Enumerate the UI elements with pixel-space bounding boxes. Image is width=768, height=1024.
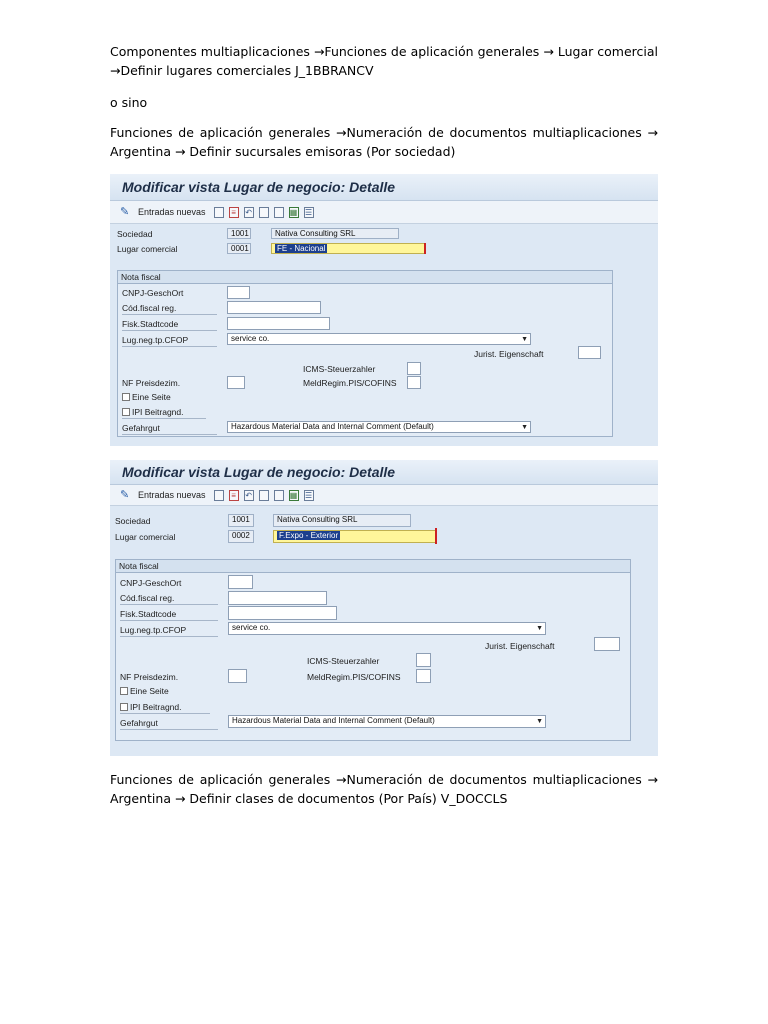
- divider: [122, 330, 217, 331]
- lug-neg-cfop-value: service co.: [231, 334, 270, 343]
- paragraph-2-line-1: o sino: [110, 95, 148, 110]
- sociedad-name-field: Nativa Consulting SRL: [273, 514, 411, 527]
- nf-preisdezim-label: NF Preisdezim.: [120, 672, 179, 682]
- gefahrgut-label: Gefahrgut: [120, 718, 158, 728]
- deselect-all-icon[interactable]: ☰: [304, 207, 313, 217]
- select-all-icon[interactable]: ▦: [289, 490, 298, 500]
- meldregim-label: MeldRegim.PIS/COFINS: [303, 378, 397, 388]
- divider: [120, 620, 218, 621]
- lugar-comercial-label: Lugar comercial: [115, 532, 176, 542]
- cnpj-field[interactable]: [228, 575, 253, 589]
- fisk-stadtcode-field[interactable]: [227, 317, 330, 330]
- nf-preisdezim-field[interactable]: [227, 376, 245, 389]
- gefahrgut-value: Hazardous Material Data and Internal Comment (Default): [232, 716, 435, 725]
- lugar-comercial-name-field[interactable]: [273, 530, 437, 543]
- gefahrgut-value: Hazardous Material Data and Internal Comment (Default): [231, 422, 434, 431]
- fisk-stadtcode-field[interactable]: [228, 606, 337, 620]
- ipi-label: IPI Beitragnd.: [130, 702, 182, 712]
- cod-fiscal-label: Cód.fiscal reg.: [120, 593, 175, 603]
- edit-pencil-icon[interactable]: ✎: [120, 206, 130, 218]
- edit-pencil-icon[interactable]: ✎: [120, 489, 130, 501]
- dropdown-arrow-icon: ▼: [536, 625, 543, 632]
- cnpj-label: CNPJ-GeschOrt: [120, 578, 182, 588]
- delete-icon[interactable]: ≡: [229, 207, 239, 218]
- fisk-stadtcode-label: Fisk.Stadtcode: [120, 609, 177, 619]
- group-title: Nota fiscal: [116, 560, 630, 573]
- paragraph-4-line-2: Argentina → Definir clases de documentos (Por País) V_DOCCLS: [110, 791, 508, 806]
- text-cursor: [435, 528, 437, 544]
- copy-icon[interactable]: [214, 490, 224, 501]
- sap-screen-1: [110, 174, 658, 446]
- next-entry-icon[interactable]: [274, 490, 284, 501]
- paragraph-1-line-1: Componentes multiaplicaciones →Funciones de aplicación generales → Lugar comercial: [110, 44, 658, 59]
- application-toolbar: [110, 485, 658, 506]
- paragraph-3-line-1: Funciones de aplicación generales →Numeración de documentos multiaplicaciones →: [110, 125, 658, 140]
- undo-icon[interactable]: ↶: [245, 207, 252, 217]
- meldregim-field[interactable]: [407, 376, 421, 389]
- cod-fiscal-label: Cód.fiscal reg.: [122, 303, 177, 313]
- lugar-comercial-name-text: FE - Nacional: [277, 244, 326, 253]
- divider: [122, 346, 217, 347]
- eine-seite-label: Eine Seite: [130, 686, 169, 696]
- divider: [120, 729, 218, 730]
- lug-neg-cfop-dropdown[interactable]: [228, 622, 546, 635]
- jurist-field[interactable]: [578, 346, 601, 359]
- sociedad-field[interactable]: 1001: [227, 228, 251, 239]
- lug-neg-cfop-dropdown[interactable]: [227, 333, 531, 345]
- next-entry-icon[interactable]: [274, 207, 284, 218]
- delete-icon[interactable]: ≡: [229, 490, 239, 501]
- divider: [120, 604, 218, 605]
- previous-entry-icon[interactable]: [259, 207, 269, 218]
- deselect-all-icon[interactable]: ☰: [304, 490, 313, 500]
- meldregim-field[interactable]: [416, 669, 431, 683]
- eine-seite-checkbox[interactable]: [120, 687, 128, 695]
- copy-icon[interactable]: [214, 207, 224, 218]
- jurist-field[interactable]: [594, 637, 620, 651]
- dropdown-arrow-icon: ▼: [536, 718, 543, 725]
- icms-field[interactable]: [416, 653, 431, 667]
- cod-fiscal-field[interactable]: [228, 591, 327, 605]
- lug-neg-cfop-label: Lug.neg.tp.CFOP: [122, 335, 189, 345]
- gefahrgut-dropdown[interactable]: [227, 421, 531, 433]
- ipi-label: IPI Beitragnd.: [132, 407, 184, 417]
- eine-seite-label: Eine Seite: [132, 392, 171, 402]
- jurist-label: Jurist. Eigenschaft: [485, 641, 555, 651]
- lugar-comercial-field[interactable]: 0001: [227, 243, 251, 254]
- paragraph-4-line-1: Funciones de aplicación generales →Numeración de documentos multiaplicaciones →: [110, 772, 658, 787]
- lug-neg-cfop-value: service co.: [232, 623, 271, 632]
- divider: [122, 314, 217, 315]
- nf-preisdezim-field[interactable]: [228, 669, 247, 683]
- eine-seite-checkbox[interactable]: [122, 393, 130, 401]
- application-toolbar: [110, 201, 658, 224]
- divider: [120, 713, 210, 714]
- meldregim-label: MeldRegim.PIS/COFINS: [307, 672, 401, 682]
- lugar-comercial-name-field[interactable]: [271, 243, 425, 254]
- screen-title: Modificar vista Lugar de negocio: Detalle: [110, 174, 658, 201]
- nf-preisdezim-label: NF Preisdezim.: [122, 378, 181, 388]
- dropdown-arrow-icon: ▼: [521, 424, 528, 431]
- paragraph-1: [110, 42, 658, 80]
- lugar-comercial-field[interactable]: 0002: [228, 530, 254, 543]
- paragraph-3-line-2: Argentina → Definir sucursales emisoras (Por sociedad): [110, 144, 456, 159]
- cnpj-label: CNPJ-GeschOrt: [122, 288, 184, 298]
- group-title: Nota fiscal: [118, 271, 612, 284]
- icms-label: ICMS-Steuerzahler: [303, 364, 376, 374]
- paragraph-3: [110, 123, 658, 161]
- lugar-comercial-name-text: F.Expo - Exterior: [279, 531, 339, 540]
- ipi-checkbox[interactable]: [122, 408, 130, 416]
- screen-title: Modificar vista Lugar de negocio: Detalle: [110, 460, 658, 485]
- gefahrgut-label: Gefahrgut: [122, 423, 160, 433]
- lugar-comercial-label: Lugar comercial: [117, 244, 178, 254]
- sap-screen-2: [110, 460, 658, 756]
- divider: [122, 434, 217, 435]
- text-cursor: [424, 243, 426, 254]
- sociedad-field[interactable]: 1001: [228, 514, 254, 527]
- undo-icon[interactable]: ↶: [245, 490, 252, 500]
- dropdown-arrow-icon: ▼: [521, 336, 528, 343]
- icms-label: ICMS-Steuerzahler: [307, 656, 380, 666]
- cnpj-field[interactable]: [227, 286, 250, 299]
- paragraph-2: [110, 93, 658, 112]
- previous-entry-icon[interactable]: [259, 490, 269, 501]
- paragraph-4: [110, 770, 658, 808]
- lug-neg-cfop-label: Lug.neg.tp.CFOP: [120, 625, 187, 635]
- sociedad-name-field: Nativa Consulting SRL: [271, 228, 399, 239]
- sociedad-label: Sociedad: [115, 516, 151, 526]
- gefahrgut-dropdown[interactable]: [228, 715, 546, 728]
- jurist-label: Jurist. Eigenschaft: [474, 349, 544, 359]
- new-entries-button[interactable]: Entradas nuevas: [138, 490, 206, 500]
- cod-fiscal-field[interactable]: [227, 301, 321, 314]
- divider: [120, 636, 218, 637]
- divider: [122, 418, 206, 419]
- fisk-stadtcode-label: Fisk.Stadtcode: [122, 319, 179, 329]
- new-entries-button[interactable]: Entradas nuevas: [138, 207, 206, 217]
- paragraph-1-line-2: →Definir lugares comerciales J_1BBRANCV: [110, 63, 374, 78]
- ipi-checkbox[interactable]: [120, 703, 128, 711]
- select-all-icon[interactable]: ▦: [289, 207, 298, 217]
- icms-field[interactable]: [407, 362, 421, 375]
- sociedad-label: Sociedad: [117, 229, 153, 239]
